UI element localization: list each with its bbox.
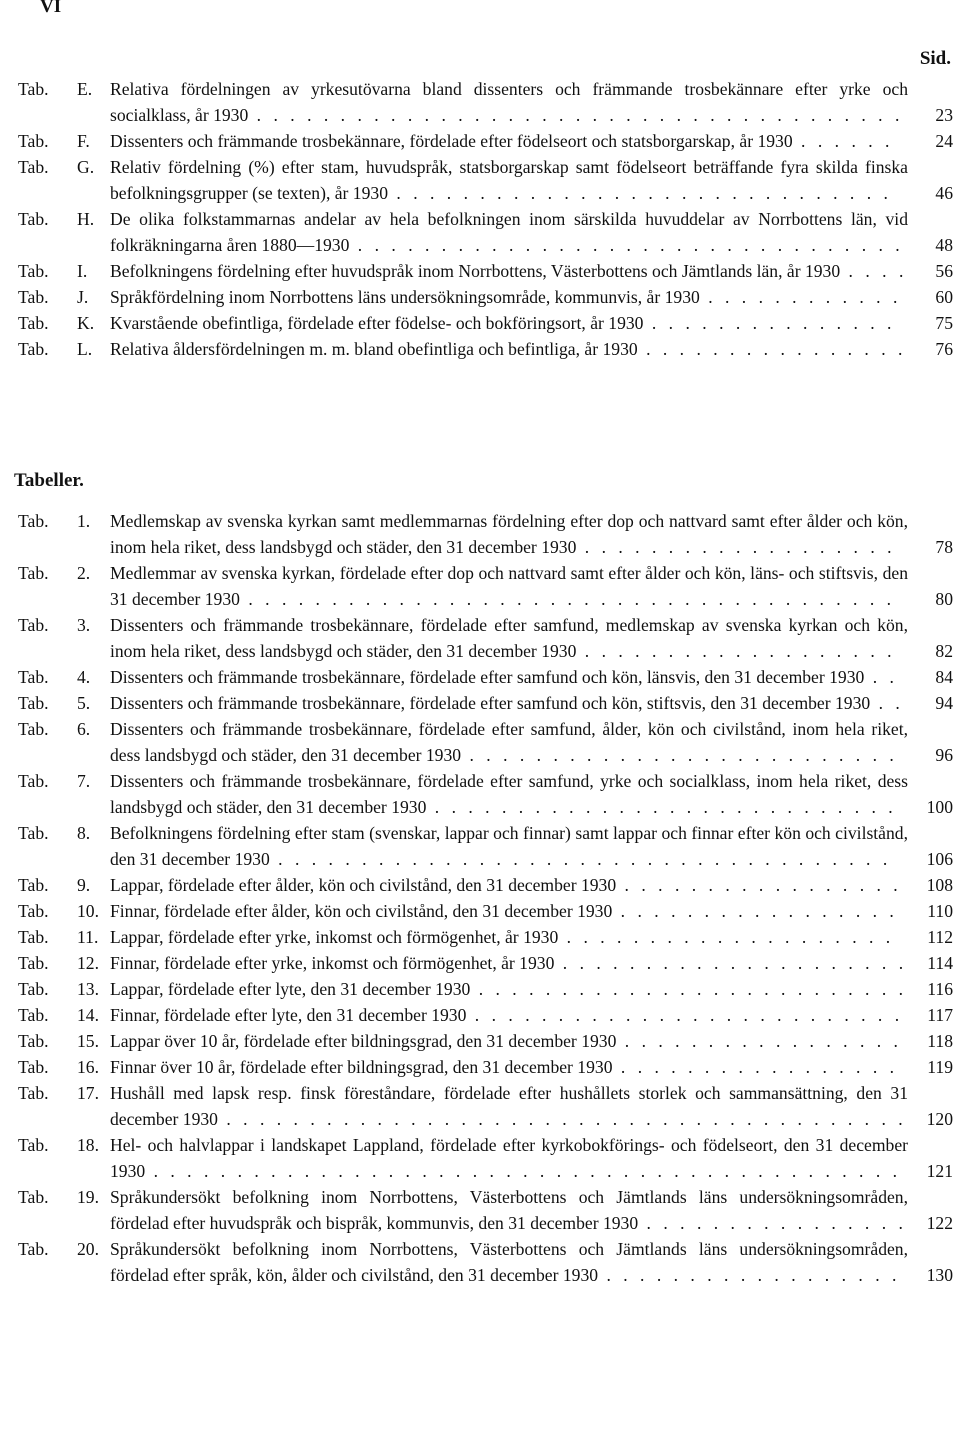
entry-tab-word: Tab. [18,1031,49,1051]
toc-entry [0,1184,960,1236]
entry-page-number: 84 [935,667,953,687]
entry-key: G. [77,157,95,177]
entry-title: Finnar, fördelade efter ålder, kön och civilstånd, den 31 december 1930 [110,901,613,921]
entry-tab-word: Tab. [18,261,49,281]
dot-leader: . . . . [840,261,908,281]
entry-body [110,508,960,560]
entry-body [110,310,960,336]
entry-tab-word: Tab. [18,563,49,583]
entry-body [110,206,960,258]
entry-page-number: 76 [935,339,953,359]
toc-entry [0,508,960,560]
entry-title: Befolkningens fördelning efter huvudspråk inom Norrbottens, Västerbottens och Jämtlands län, år 1930 [110,261,841,281]
entry-tab-word: Tab. [18,953,49,973]
dot-leader: . . . . . . . . . . . . . . . . . . [598,1265,901,1285]
entry-body [110,924,960,950]
entry-page-number: 120 [926,1109,953,1129]
dot-leader: . . . . . . . . . . . . . . . . . [612,901,898,921]
toc-entry [0,76,960,128]
page-folio: VI [40,0,62,17]
entry-key: 14. [77,1005,99,1025]
entry-text [110,284,908,310]
entry-page-number: 122 [926,1213,953,1233]
entry-body [110,1028,960,1054]
entry-body [110,560,960,612]
entry-body [110,76,960,128]
dot-leader: . . . . . . . . . . . . . . . [643,313,896,333]
entry-tab-word: Tab. [18,511,49,531]
entry-body [110,950,960,976]
dot-leader: . . . . . . . . . . . . . . . . . . . . [558,927,895,947]
entry-page-number: 46 [935,183,953,203]
entry-label [0,664,110,690]
entry-key: E. [77,79,93,99]
entry-tab-word: Tab. [18,1057,49,1077]
entry-tab-word: Tab. [18,1239,49,1259]
entry-title: Lappar över 10 år, fördelade efter bildningsgrad, den 31 december 1930 [110,1031,617,1051]
dot-leader: . . . . . . . . . . . . . . . . . . . [576,537,896,557]
entry-tab-word: Tab. [18,1005,49,1025]
entry-text [110,950,908,976]
entry-tab-word: Tab. [18,979,49,999]
dot-leader: . . . . . . . . . . . . . . . . . . . . . . . . . . . . . . . . . . . . . . . . . [217,1109,907,1129]
entry-text [110,154,908,206]
entry-title: Språkundersökt befolkning inom Norrbottens, Västerbottens och Jämtlands läns undersökningsområden, fördelad efter huvudspråk och bispråk, kommunvis, den 31 december 1930 [110,1187,908,1233]
entry-body [110,612,960,664]
entry-body [110,284,960,310]
entry-page-number: 100 [926,797,953,817]
entry-body [110,976,960,1002]
entry-text [110,1184,908,1236]
entry-text [110,872,908,898]
entry-text [110,76,908,128]
toc-entry [0,1080,960,1132]
entry-tab-word: Tab. [18,823,49,843]
entry-page-number: 119 [927,1057,953,1077]
entry-tab-word: Tab. [18,1083,49,1103]
toc-entry [0,950,960,976]
dot-leader: . . . . . . . . . . . . . . . . . . . . . . . . . . . . . . . . . . . . . . . . . . . . . [145,1161,902,1181]
entry-label [0,716,110,742]
dot-leader: . . . . . . . . . . . . . . . . . . . . . . . . . . . . . . . . . [349,235,904,255]
toc-entry [0,690,960,716]
entry-page-number: 24 [935,131,953,151]
entry-key: 8. [77,823,91,843]
entry-page-number: 48 [935,235,953,255]
entry-title: Hel- och halvlappar i landskapet Lappland, fördelade efter kyrkobokförings- och födelseort, den 31 december 1930 [110,1135,908,1181]
entry-page-number: 94 [935,693,953,713]
entry-label [0,508,110,534]
entry-key: J. [77,287,89,307]
entry-body [110,690,960,716]
entry-key: 5. [77,693,91,713]
entry-tab-word: Tab. [18,927,49,947]
entry-key: 9. [77,875,91,895]
entry-page-number: 117 [927,1005,953,1025]
entry-text [110,1054,908,1080]
entry-key: 15. [77,1031,99,1051]
entry-body [110,1054,960,1080]
entry-title: Relativ fördelning (%) efter stam, huvudspråk, statsborgarskap samt födelseort beträffande fyra skilda finska befolkningsgrupper (se texten), år 1930 [110,157,908,203]
entry-body [110,1132,960,1184]
entry-page-number: 80 [935,589,953,609]
entry-label [0,1002,110,1028]
entry-tab-word: Tab. [18,79,49,99]
entry-text [110,1132,908,1184]
toc-entry [0,924,960,950]
entry-key: F. [77,131,90,151]
entry-text [110,560,908,612]
dot-leader: . . . . . . . . . . . . . . . . . [612,1057,899,1077]
entry-label [0,206,110,232]
entry-text [110,690,908,716]
toc-entry [0,1054,960,1080]
entry-body [110,1080,960,1132]
entry-body [110,872,960,898]
entry-tab-word: Tab. [18,287,49,307]
dot-leader: . . . . . . . . . . . . . . . . [638,1213,907,1233]
entry-text [110,508,908,560]
toc-entry [0,898,960,924]
entry-text [110,820,908,872]
entry-title: Finnar över 10 år, fördelade efter bildningsgrad, den 31 december 1930 [110,1057,613,1077]
entry-text [110,898,908,924]
entry-label [0,76,110,102]
entry-label [0,1132,110,1158]
toc-entry [0,612,960,664]
entry-title: Dissenters och främmande trosbekännare, fördelade efter samfund och kön, stiftsvis, den 31 december 1930 [110,693,871,713]
entry-page-number: 130 [926,1265,953,1285]
toc-entry [0,206,960,258]
entry-key: 13. [77,979,99,999]
dot-leader: . . . . . . . . . . . . . . . . . . . [576,641,896,661]
entry-tab-word: Tab. [18,157,49,177]
dot-leader: . . . . . . . . . . . . . . . . . [616,875,902,895]
entry-key: 7. [77,771,91,791]
entry-tab-word: Tab. [18,875,49,895]
entry-text [110,612,908,664]
entry-title: Hushåll med lapsk resp. finsk föreståndare, fördelade efter hushållets storlek och sammansättning, den 31 december 1930 [110,1083,908,1129]
entry-body [110,1236,960,1288]
entry-label [0,872,110,898]
entry-label [0,284,110,310]
toc-entry [0,664,960,690]
entry-label [0,1080,110,1106]
entry-page-number: 116 [927,979,953,999]
entry-text [110,206,908,258]
entry-title: Finnar, fördelade efter lyte, den 31 december 1930 [110,1005,467,1025]
entry-title: Dissenters och främmande trosbekännare, fördelade efter samfund, medlemskap av svenska kyrkan och kön, inom hela riket, dess landsbygd och städer, den 31 december 1930 [110,615,908,661]
toc-entry [0,1028,960,1054]
dot-leader: . . [864,667,898,687]
entry-title: Relativa fördelningen av yrkesutövarna bland dissenters och främmande trosbekännare efter yrke och socialklass, år 1930 [110,79,908,125]
toc-entry [0,1132,960,1184]
entry-key: 1. [77,511,91,531]
page-column-heading: Sid. [919,48,951,69]
toc-entry [0,336,960,362]
entry-page-number: 108 [926,875,953,895]
entry-label [0,128,110,154]
dot-leader: . . . . . . . . . . . . . . . . . . . . . . . . . . [470,979,908,999]
entry-tab-word: Tab. [18,667,49,687]
entry-key: H. [77,209,95,229]
toc-entry [0,258,960,284]
toc-entry [0,1236,960,1288]
entry-page-number: 106 [926,849,953,869]
entry-title: Lappar, fördelade efter lyte, den 31 december 1930 [110,979,471,999]
entry-label [0,1184,110,1210]
entry-tab-word: Tab. [18,771,49,791]
dot-leader: . . . . . . . . . . . . . . . . . . . . . . . . . . . . . . . . . . . . . . . [239,589,896,609]
entry-key: 3. [77,615,91,635]
entry-title: Språkfördelning inom Norrbottens läns undersökningsområde, kommunvis, år 1930 [110,287,700,307]
dot-leader: . . . . . . . . . . . . . . . . . . . . . . . . . . . . . . . . . . . . . [269,849,892,869]
entry-title: Befolkningens fördelning efter stam (svenskar, lappar och finnar) samt lappar och finnar efter kön och civilstånd, den 31 december 1930 [110,823,908,869]
entry-tab-word: Tab. [18,615,49,635]
entry-body [110,154,960,206]
entry-title: Språkundersökt befolkning inom Norrbottens, Västerbottens och Jämtlands läns undersökningsområden, fördelad efter språk, kön, ålder och civilstånd, den 31 december 1930 [110,1239,908,1285]
entry-text [110,716,908,768]
entry-page-number: 60 [935,287,953,307]
dot-leader: . . . . . . . . . . . . . . . . . . . . . [554,953,908,973]
entry-title: Medlemskap av svenska kyrkan samt medlemmarnas fördelning efter dop och nattvard samt efter ålder och kön, inom hela riket, dess landsbygd och städer, den 31 december 1930 [110,511,908,557]
entry-title: Medlemmar av svenska kyrkan, fördelade efter dop och nattvard samt efter ålder och kön, läns- och stiftsvis, den 31 december 1930 [110,563,908,609]
entry-tab-word: Tab. [18,339,49,359]
entry-title: Finnar, fördelade efter yrke, inkomst och förmögenhet, år 1930 [110,953,555,973]
entry-label [0,1028,110,1054]
entry-key: 6. [77,719,91,739]
toc-entry [0,310,960,336]
entry-page-number: 75 [935,313,953,333]
table-list-part1 [0,76,960,362]
dot-leader: . . . . . . . . . . . . . . . . . . . . . . . . . . . . [426,797,897,817]
entry-key: I. [77,261,88,281]
entry-page-number: 78 [935,537,953,557]
entry-text [110,1236,908,1288]
entry-label [0,154,110,180]
entry-page-number: 110 [927,901,953,921]
entry-tab-word: Tab. [18,313,49,333]
entry-page-number: 121 [926,1161,953,1181]
entry-body [110,664,960,690]
entry-key: 20. [77,1239,99,1259]
entry-title: Kvarstående obefintliga, fördelade efter födelse- och bokföringsort, år 1930 [110,313,644,333]
entry-title: De olika folkstammarnas andelar av hela befolkningen inom särskilda huvuddelar av Norrbottens län, vid folkräkningarna åren 1880—1930 [110,209,908,255]
entry-tab-word: Tab. [18,901,49,921]
entry-page-number: 23 [935,105,953,125]
entry-title: Relativa åldersfördelningen m. m. bland obefintliga och befintliga, år 1930 [110,339,638,359]
entry-label [0,258,110,284]
entry-label [0,976,110,1002]
entry-body [110,768,960,820]
entry-tab-word: Tab. [18,693,49,713]
toc-entry [0,560,960,612]
entry-body [110,336,960,362]
entry-label [0,1054,110,1080]
entry-body [110,128,960,154]
toc-entry [0,820,960,872]
entry-key: 12. [77,953,99,973]
entry-label [0,820,110,846]
entry-text [110,924,908,950]
entry-text [110,976,908,1002]
toc-entry [0,768,960,820]
entry-text [110,336,908,362]
dot-leader: . . . . . . . . . . . . . . . . . . . . . . . . . . . . . . [388,183,892,203]
entry-body [110,1002,960,1028]
toc-entry [0,1002,960,1028]
entry-text [110,1002,908,1028]
entry-text [110,128,908,154]
entry-page-number: 82 [935,641,953,661]
dot-leader: . . . . . . . . . . . . . . . . . . . . . . . . . . . . . . . . . . . . . . . [248,105,904,125]
entry-label [0,924,110,950]
entry-tab-word: Tab. [18,719,49,739]
toc-entry [0,976,960,1002]
dot-leader: . . . . . . . . . . . . . . . . . [616,1031,902,1051]
entry-label [0,336,110,362]
dot-leader: . . . . . . . . . . . . . . . . . . . . . . . . . . [461,745,898,765]
entry-label [0,690,110,716]
entry-key: 16. [77,1057,99,1077]
entry-tab-word: Tab. [18,209,49,229]
entry-label [0,768,110,794]
entry-key: 17. [77,1083,99,1103]
entry-title: Dissenters och främmande trosbekännare, fördelade efter födelseort och statsborgarskap, år 1930 [110,131,793,151]
toc-entry [0,716,960,768]
entry-key: L. [77,339,93,359]
entry-key: 19. [77,1187,99,1207]
entry-body [110,716,960,768]
entry-tab-word: Tab. [18,1187,49,1207]
entry-key: 10. [77,901,99,921]
entry-label [0,612,110,638]
entry-label [0,310,110,336]
dot-leader: . . . . . . [792,131,894,151]
entry-text [110,664,908,690]
entry-key: K. [77,313,95,333]
entry-label [0,1236,110,1262]
entry-text [110,1080,908,1132]
entry-text [110,310,908,336]
entry-tab-word: Tab. [18,131,49,151]
entry-page-number: 56 [935,261,953,281]
section-heading: Tabeller. [14,470,84,491]
dot-leader: . . . . . . . . . . . . [699,287,902,307]
entry-page-number: 118 [927,1031,953,1051]
entry-label [0,898,110,924]
entry-text [110,768,908,820]
table-list-part2 [0,508,960,1288]
entry-label [0,560,110,586]
entry-body [110,258,960,284]
entry-title: Lappar, fördelade efter ålder, kön och civilstånd, den 31 december 1930 [110,875,617,895]
entry-key: 11. [77,927,99,947]
entry-text [110,258,908,284]
entry-title: Dissenters och främmande trosbekännare, fördelade efter samfund och kön, länsvis, den 31 december 1930 [110,667,865,687]
toc-entry [0,872,960,898]
dot-leader: . . . . . . . . . . . . . . . . [637,339,907,359]
toc-entry [0,284,960,310]
toc-entry [0,154,960,206]
entry-title: Lappar, fördelade efter yrke, inkomst och förmögenhet, år 1930 [110,927,559,947]
entry-page-number: 114 [927,953,953,973]
entry-title: Dissenters och främmande trosbekännare, fördelade efter samfund, yrke och socialklass, inom hela riket, dess landsbygd och städer, den 31 december 1930 [110,771,908,817]
entry-key: 2. [77,563,91,583]
entry-tab-word: Tab. [18,1135,49,1155]
entry-page-number: 112 [927,927,953,947]
entry-body [110,820,960,872]
entry-text [110,1028,908,1054]
entry-key: 4. [77,667,91,687]
entry-label [0,950,110,976]
entry-title: Dissenters och främmande trosbekännare, fördelade efter samfund, ålder, kön och civilstånd, inom hela riket, dess landsbygd och städer, den 31 december 1930 [110,719,908,765]
toc-entry [0,128,960,154]
entry-body [110,898,960,924]
entry-body [110,1184,960,1236]
entry-page-number: 96 [935,745,953,765]
entry-key: 18. [77,1135,99,1155]
dot-leader: . . . . . . . . . . . . . . . . . . . . . . . . . . [466,1005,904,1025]
dot-leader: . . [870,693,904,713]
